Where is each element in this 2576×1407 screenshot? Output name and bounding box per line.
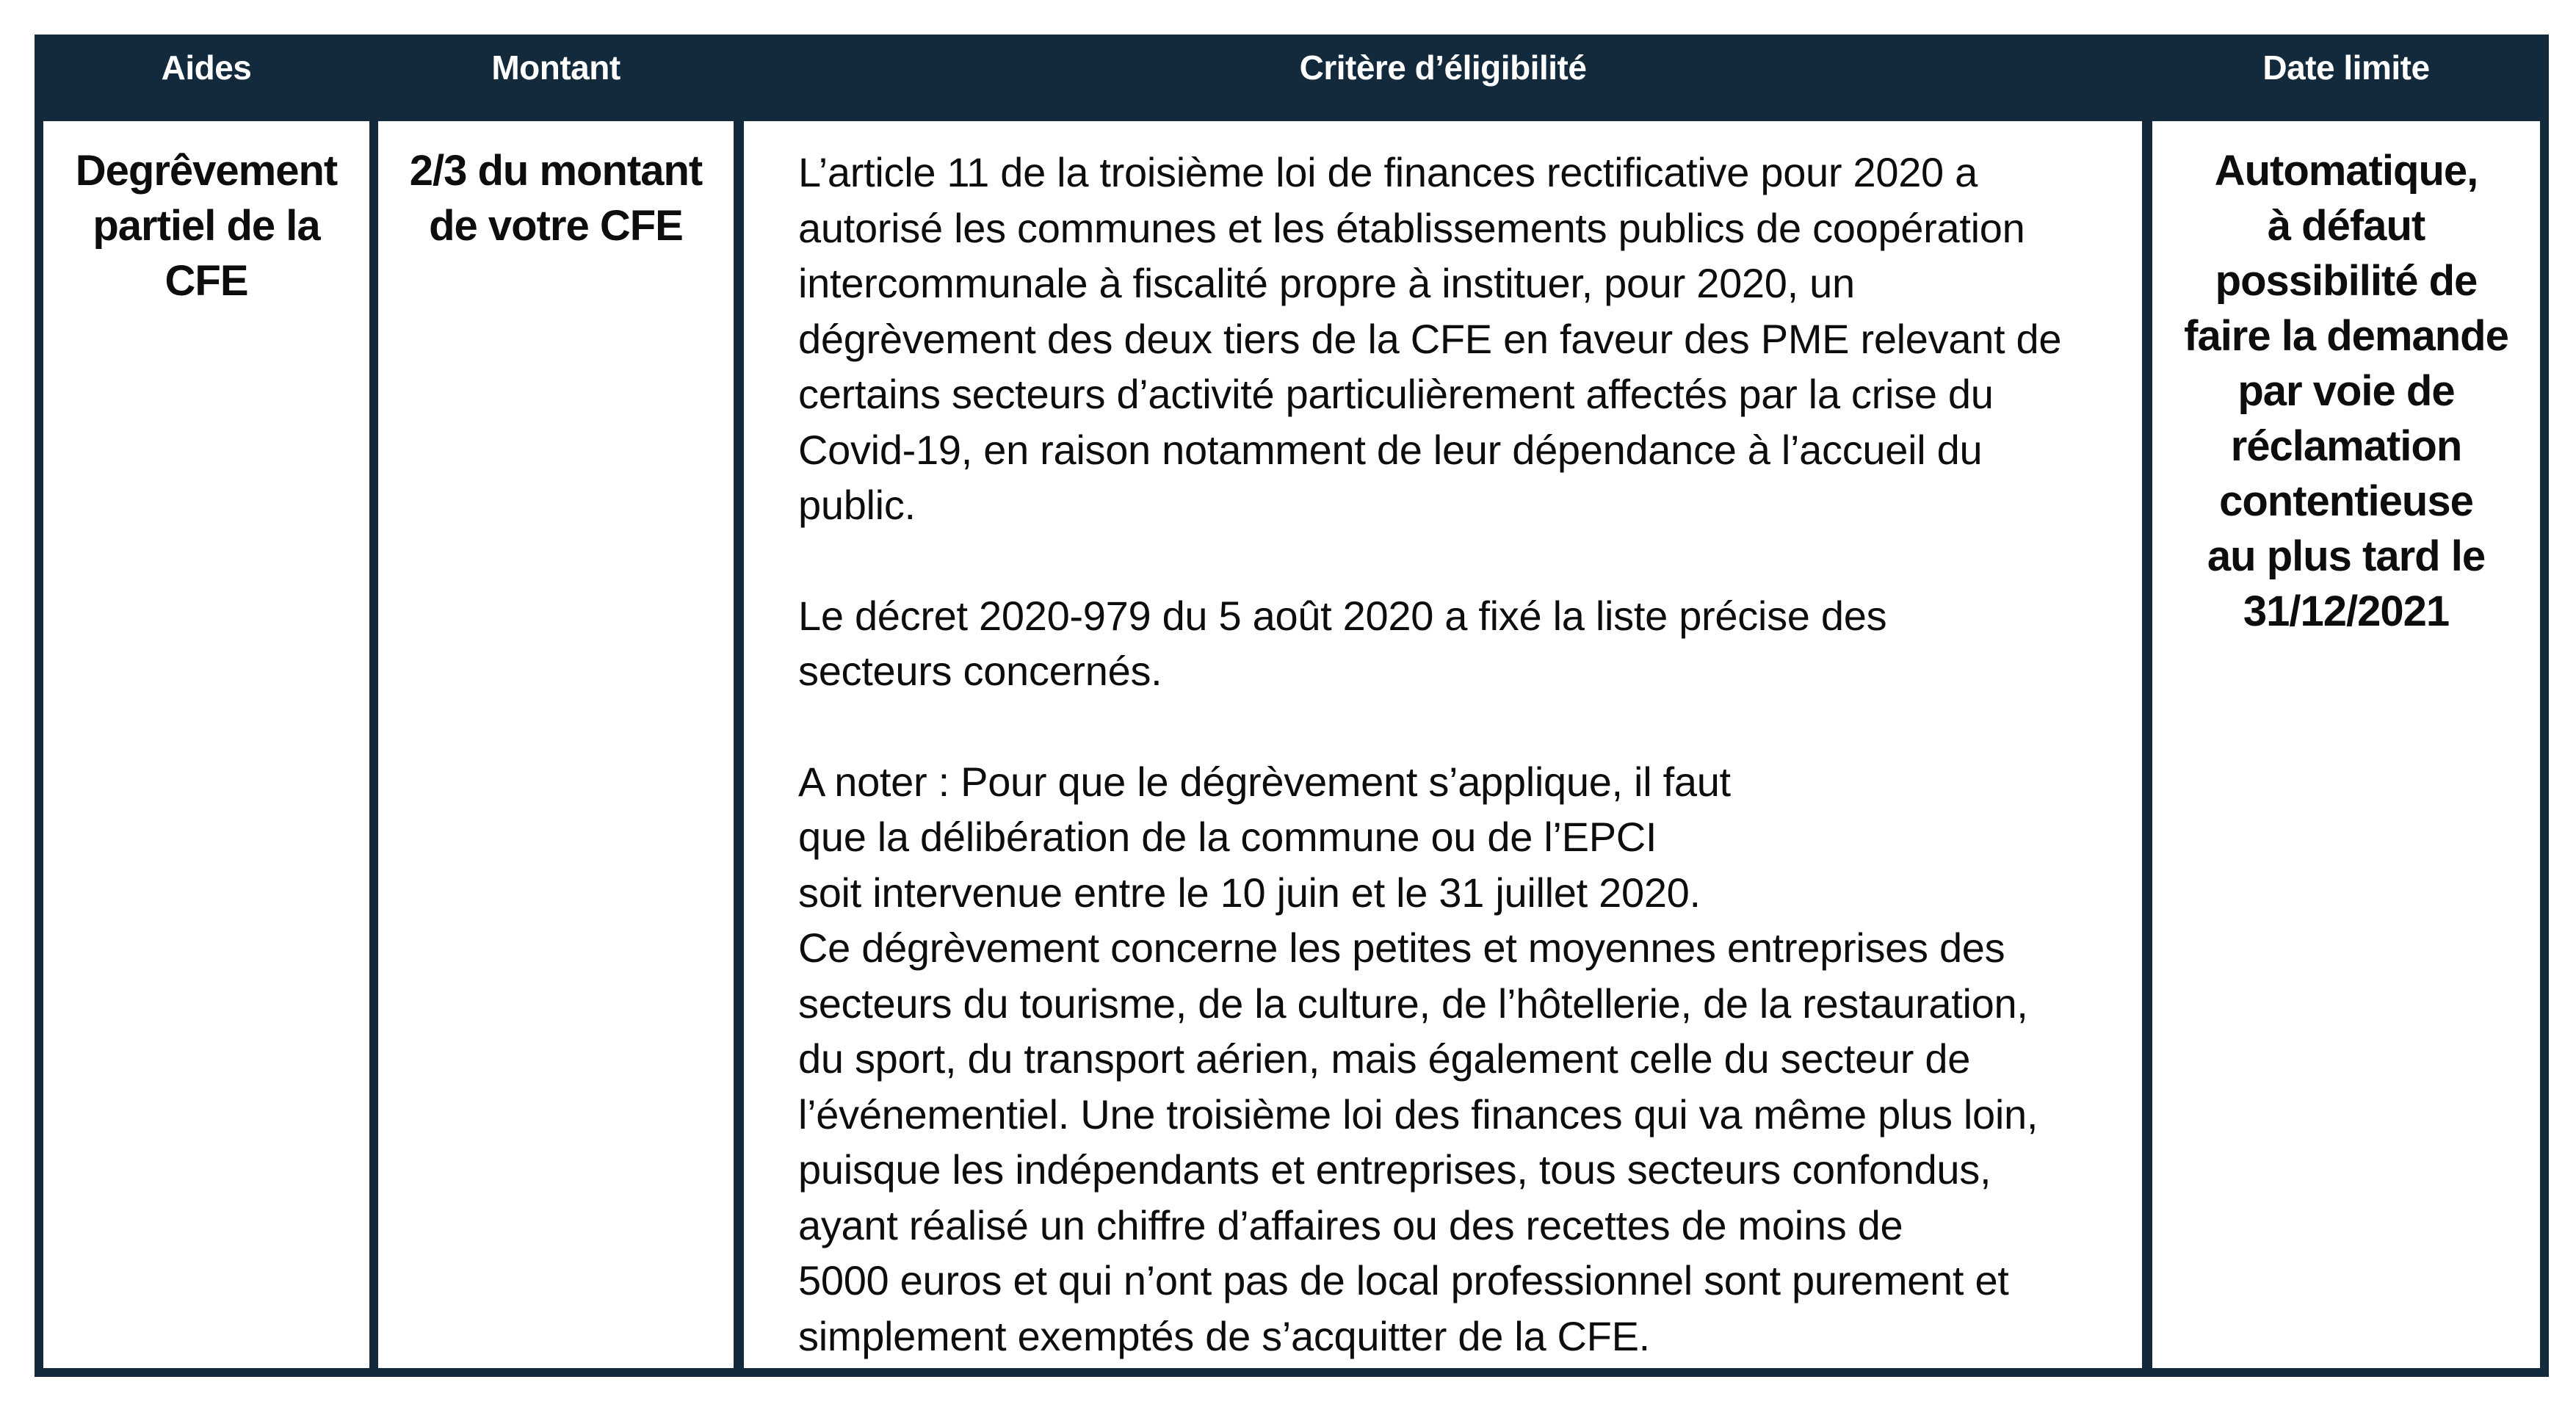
paragraph-spacer — [798, 699, 2120, 754]
header-date-limite: Date limite — [2262, 48, 2430, 87]
cell-date-limite — [2152, 121, 2540, 1368]
cell-montant — [378, 121, 734, 1368]
montant-text: 2/3 du montant de votre CFE — [409, 147, 703, 250]
date-limite-text: Automatique, à défaut possibilité de faire la demande par voie de réclamation contentieuse au plus tard le 31/12/2021 — [2184, 147, 2508, 635]
header-montant: Montant — [491, 48, 621, 87]
cell-critere — [744, 121, 2142, 1368]
critere-paragraph-1: L’article 11 de la troisième loi de finances rectificative pour 2020 a autorisé les communes et les établissements publics de coopération intercommunale à fiscalité propre à instituer, pour 2020, un dégrèvement des deux tiers de la CFE en faveur des PME relevant de certains secteurs d’activité particulièrement affectés par la crise du Covid-19, en raison notamment de leur dépendance à l’accueil du public. — [798, 149, 2062, 528]
aid-table — [35, 35, 2549, 1377]
aides-text: Degrêvement partiel de la CFE — [75, 147, 338, 305]
paragraph-spacer — [798, 533, 2120, 588]
critere-paragraph-3: A noter : Pour que le dégrèvement s’applique, il faut que la délibération de la commune ou de l’EPCI soit intervenue entre le 10 juin et le 31 juillet 2020. Ce dégrèvement concerne les petites et moyennes entreprises des secteurs du tourisme, de la culture, de l’hôtellerie, de la restauration, du sport, du transport aérien, mais également celle du secteur de l’événementiel. Une troisième loi des finances qui va même plus loin, puisque les indépendants et entreprises, tous secteurs confondus, ayant réalisé un chiffre d’affaires ou des recettes de moins de 5000 euros et qui n’ont pas de local professionnel sont purement et simplement exemptés de s’acquitter de la CFE. — [798, 758, 2038, 1359]
critere-paragraph-2: Le décret 2020-979 du 5 août 2020 a fixé la liste précise des secteurs concernés. — [798, 592, 1887, 694]
critere-text — [798, 145, 2120, 1364]
header-aides: Aides — [161, 48, 252, 87]
header-critere: Critère d’éligibilité — [1299, 48, 1587, 87]
table-header-row — [35, 35, 2549, 121]
cell-aides — [43, 121, 369, 1368]
